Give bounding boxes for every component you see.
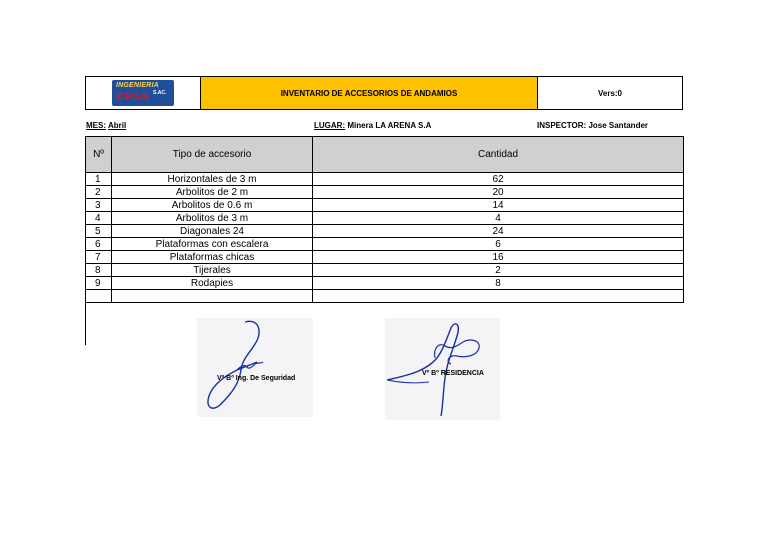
- row-number: 8: [86, 264, 112, 277]
- logo-cell: [86, 77, 201, 109]
- row-number: 6: [86, 238, 112, 251]
- document-title: INVENTARIO DE ACCESORIOS DE ANDAMIOS: [201, 77, 538, 109]
- logo-text-brand: CRSS: [117, 91, 150, 103]
- row-number: 1: [86, 173, 112, 186]
- signature-residencia: [385, 318, 500, 420]
- row-tipo: Plataformas con escalera: [112, 238, 313, 251]
- row-cantidad: 2: [313, 264, 684, 277]
- table-row: [86, 264, 684, 277]
- table-row: [86, 186, 684, 199]
- row-number: [86, 290, 112, 303]
- mes-field: [86, 121, 126, 130]
- signature-residencia-label: Vº Bº RESIDENCIA: [422, 370, 484, 377]
- document-header: [85, 76, 683, 110]
- row-tipo: Arbolitos de 2 m: [112, 186, 313, 199]
- row-tipo: [112, 290, 313, 303]
- row-cantidad: 8: [313, 277, 684, 290]
- table-row: [86, 173, 684, 186]
- row-number: 4: [86, 212, 112, 225]
- row-cantidad: 20: [313, 186, 684, 199]
- logo-text-suffix: S.AC.: [153, 90, 167, 96]
- table-row: [86, 212, 684, 225]
- table-row: [86, 251, 684, 264]
- inspector-field: [537, 121, 648, 130]
- mes-value: Abril: [107, 121, 127, 130]
- lugar-field: [314, 121, 431, 130]
- row-tipo: Rodapies: [112, 277, 313, 290]
- table-left-border: [85, 303, 86, 345]
- table-row: [86, 277, 684, 290]
- row-number: 2: [86, 186, 112, 199]
- signature-seguridad-scribble: [197, 318, 313, 417]
- lugar-label: LUGAR:: [314, 121, 346, 130]
- row-number: 5: [86, 225, 112, 238]
- signature-residencia-scribble: [385, 318, 500, 420]
- row-cantidad: 62: [313, 173, 684, 186]
- signature-seguridad: [197, 318, 313, 417]
- row-cantidad: 4: [313, 212, 684, 225]
- column-header-tipo: Tipo de accesorio: [112, 137, 313, 173]
- row-number: 3: [86, 199, 112, 212]
- row-number: 7: [86, 251, 112, 264]
- inventory-table: [85, 136, 684, 303]
- row-tipo: Arbolitos de 3 m: [112, 212, 313, 225]
- row-tipo: Horizontales de 3 m: [112, 173, 313, 186]
- row-cantidad: 6: [313, 238, 684, 251]
- column-header-number: Nº: [86, 137, 112, 173]
- table-header-row: [86, 137, 684, 173]
- inspector-label: INSPECTOR:: [537, 121, 587, 130]
- logo-text-ingenieria: INGENIERIA: [116, 82, 159, 89]
- table-row: [86, 199, 684, 212]
- row-cantidad: 16: [313, 251, 684, 264]
- company-logo: [112, 80, 174, 106]
- row-tipo: Arbolitos de 0.6 m: [112, 199, 313, 212]
- row-cantidad: [313, 290, 684, 303]
- mes-label: MES:: [86, 121, 106, 130]
- row-cantidad: 14: [313, 199, 684, 212]
- row-tipo: Diagonales 24: [112, 225, 313, 238]
- row-number: 9: [86, 277, 112, 290]
- table-row-empty: [86, 290, 684, 303]
- row-tipo: Plataformas chicas: [112, 251, 313, 264]
- signature-seguridad-label: Vº Bº Ing. De Seguridad: [217, 375, 296, 382]
- table-row: [86, 225, 684, 238]
- row-cantidad: 24: [313, 225, 684, 238]
- table-row: [86, 238, 684, 251]
- column-header-cantidad: Cantidad: [313, 137, 684, 173]
- document-version: Vers:0: [597, 88, 623, 98]
- inspector-value: Jose Santander: [588, 121, 649, 130]
- row-tipo: Tijerales: [112, 264, 313, 277]
- lugar-value: Minera LA ARENA S.A: [347, 121, 432, 130]
